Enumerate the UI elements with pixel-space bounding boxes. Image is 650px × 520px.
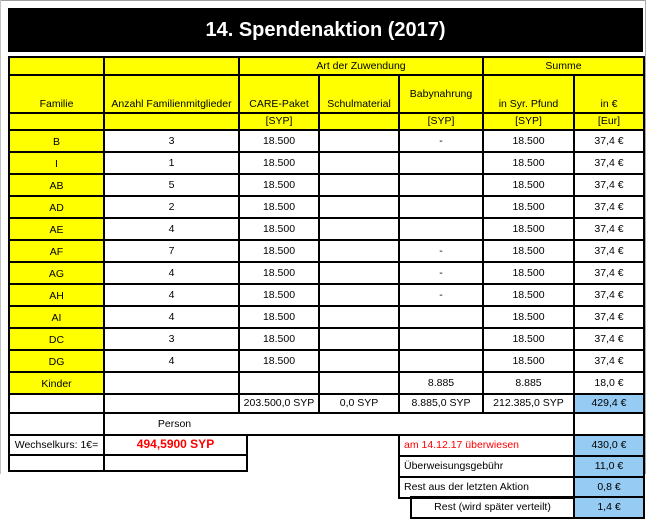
table-cell[interactable]: 18.500 [483, 196, 574, 218]
table-cell[interactable]: 2 [104, 196, 239, 218]
table-cell[interactable] [104, 394, 239, 413]
table-row [9, 196, 644, 218]
col-header-care-paket[interactable]: CARE-Paket [239, 75, 319, 113]
table-cell[interactable] [9, 394, 104, 413]
table-cell[interactable]: 37,4 € [574, 262, 644, 284]
transfer-value[interactable]: 430,0 € [574, 435, 644, 456]
table-cell[interactable]: 37,4 € [574, 240, 644, 262]
family-cell[interactable]: AG [9, 262, 104, 284]
table-row [9, 152, 644, 174]
table-cell[interactable]: 18.500 [483, 306, 574, 328]
table-cell[interactable]: 37,4 € [574, 306, 644, 328]
col-header-euro[interactable]: in € [574, 75, 644, 113]
total-syp[interactable]: 212.385,0 SYP [483, 394, 574, 413]
unit-cell[interactable] [9, 113, 104, 130]
table-row [9, 328, 644, 350]
table-cell[interactable] [104, 57, 239, 75]
table-cell[interactable] [319, 130, 399, 152]
totals-row [9, 394, 644, 413]
unit-cell[interactable]: [SYP] [239, 113, 319, 130]
family-cell[interactable]: DC [9, 328, 104, 350]
family-cell[interactable]: DG [9, 350, 104, 372]
family-cell[interactable]: AD [9, 196, 104, 218]
table-cell[interactable]: 4 [104, 306, 239, 328]
table-cell[interactable]: 7 [104, 240, 239, 262]
window-edge-left [0, 0, 1, 474]
unit-cell[interactable] [319, 113, 399, 130]
col-header-anzahl[interactable]: Anzahl Familienmitglieder [104, 75, 239, 113]
rest-prev-label[interactable]: Rest aus der letzten Aktion [399, 477, 574, 498]
table-cell[interactable] [399, 350, 483, 372]
fee-label[interactable]: Überweisungsgebühr [399, 456, 574, 477]
unit-cell[interactable] [104, 113, 239, 130]
header-group-summe[interactable]: Summe [483, 57, 644, 75]
table-cell[interactable]: 18.500 [483, 262, 574, 284]
table-cell[interactable] [574, 413, 644, 435]
family-cell[interactable]: AE [9, 218, 104, 240]
table-cell[interactable]: 18.500 [483, 284, 574, 306]
rest-later-value[interactable]: 1,4 € [574, 497, 644, 518]
table-cell[interactable]: - [399, 284, 483, 306]
table-cell[interactable]: 37,4 € [574, 130, 644, 152]
total-eur[interactable]: 429,4 € [574, 394, 644, 413]
table-cell[interactable]: 18.500 [239, 328, 319, 350]
total-schule[interactable]: 0,0 SYP [319, 394, 399, 413]
family-cell[interactable]: AH [9, 284, 104, 306]
window-edge-top [0, 0, 646, 1]
unit-row [9, 113, 644, 130]
family-cell[interactable]: B [9, 130, 104, 152]
family-cell[interactable]: Kinder [9, 372, 104, 394]
table-cell[interactable]: 18,0 € [574, 372, 644, 394]
table-row [9, 284, 644, 306]
table-cell[interactable]: 37,4 € [574, 328, 644, 350]
table-cell[interactable] [239, 372, 319, 394]
table-cell[interactable] [319, 196, 399, 218]
table-row [9, 306, 644, 328]
settlement-row [399, 435, 644, 456]
table-cell[interactable]: 37,4 € [574, 350, 644, 372]
col-header-syr-pfund[interactable]: in Syr. Pfund [483, 75, 574, 113]
table-cell[interactable] [319, 284, 399, 306]
table-cell[interactable]: 4 [104, 284, 239, 306]
table-cell[interactable]: 18.500 [483, 240, 574, 262]
table-cell[interactable]: 4 [104, 218, 239, 240]
table-cell[interactable] [399, 174, 483, 196]
table-cell[interactable]: - [399, 262, 483, 284]
table-cell[interactable]: 37,4 € [574, 196, 644, 218]
table-cell[interactable]: 37,4 € [574, 174, 644, 196]
table-row [9, 350, 644, 372]
table-cell[interactable]: 1 [104, 152, 239, 174]
table-cell[interactable] [319, 306, 399, 328]
total-baby[interactable]: 8.885,0 SYP [399, 394, 483, 413]
table-cell[interactable] [319, 240, 399, 262]
table-cell[interactable] [9, 57, 104, 75]
unit-cell[interactable]: [SYP] [399, 113, 483, 130]
table-cell[interactable] [104, 455, 247, 471]
table-cell[interactable]: 18.500 [239, 240, 319, 262]
table-row [9, 262, 644, 284]
table-cell[interactable]: 5 [104, 174, 239, 196]
table-row [9, 372, 644, 394]
table-cell[interactable]: 8.885 [483, 372, 574, 394]
table-cell[interactable]: 18.500 [483, 174, 574, 196]
table-cell[interactable] [9, 413, 104, 435]
table-cell[interactable] [319, 218, 399, 240]
table-cell[interactable]: 18.500 [239, 218, 319, 240]
table-cell[interactable]: 37,4 € [574, 284, 644, 306]
table-cell[interactable] [399, 306, 483, 328]
exchange-rate-value[interactable]: 494,5900 SYP [104, 435, 247, 455]
table-cell[interactable] [319, 328, 399, 350]
table-cell[interactable]: 18.500 [239, 350, 319, 372]
total-care[interactable]: 203.500,0 SYP [239, 394, 319, 413]
table-cell[interactable]: 3 [104, 130, 239, 152]
table-cell[interactable] [319, 350, 399, 372]
settlement-row [399, 456, 644, 477]
table-row [9, 174, 644, 196]
table-cell[interactable]: 18.500 [483, 130, 574, 152]
table-cell[interactable]: 18.500 [239, 130, 319, 152]
settlement-row [399, 477, 644, 498]
table-cell[interactable] [104, 372, 239, 394]
donation-table [8, 56, 645, 436]
settlement-row [411, 497, 644, 518]
window-edge-right [645, 0, 646, 474]
sheet-title: 14. Spendenaktion (2017) [8, 8, 643, 52]
person-label: Person [157, 417, 192, 430]
table-cell[interactable] [319, 372, 399, 394]
table-cell[interactable]: 18.500 [239, 284, 319, 306]
exchange-empty-row [9, 455, 247, 471]
settlement-box-last [410, 496, 645, 519]
table-cell[interactable]: 18.500 [239, 262, 319, 284]
table-cell[interactable]: 18.500 [483, 152, 574, 174]
table-cell[interactable] [399, 328, 483, 350]
family-cell[interactable]: I [9, 152, 104, 174]
settlement-box [398, 434, 645, 499]
table-cell[interactable]: 4 [104, 262, 239, 284]
table-cell[interactable]: 18.500 [483, 328, 574, 350]
table-cell[interactable] [319, 152, 399, 174]
table-cell[interactable]: 18.500 [239, 196, 319, 218]
person-row [9, 413, 644, 435]
table-row [9, 130, 644, 152]
col-header-babynahrung[interactable]: Babynahrung [399, 75, 483, 113]
col-header-familie[interactable]: Familie [9, 75, 104, 113]
table-row [9, 240, 644, 262]
unit-cell[interactable]: [SYP] [483, 113, 574, 130]
table-row [9, 218, 644, 240]
table-cell[interactable] [319, 174, 399, 196]
transfer-label[interactable]: am 14.12.17 überwiesen [399, 435, 574, 456]
table-cell[interactable]: 3 [104, 328, 239, 350]
table-cell[interactable] [9, 455, 104, 471]
table-cell[interactable]: - [399, 130, 483, 152]
table-cell[interactable] [319, 262, 399, 284]
rest-later-label[interactable]: Rest (wird später verteilt) [411, 497, 574, 518]
header-row [9, 75, 644, 113]
family-cell[interactable]: AI [9, 306, 104, 328]
table-cell[interactable] [399, 218, 483, 240]
table-cell[interactable] [399, 152, 483, 174]
header-group-art[interactable]: Art der Zuwendung [239, 57, 483, 75]
table-cell[interactable]: 18.500 [483, 218, 574, 240]
table-cell[interactable]: 37,4 € [574, 152, 644, 174]
table-cell[interactable]: 18.500 [239, 152, 319, 174]
exchange-rate-row [9, 435, 247, 455]
table-cell[interactable]: 18.500 [239, 306, 319, 328]
exchange-rate-box [8, 434, 248, 472]
family-cell[interactable]: AF [9, 240, 104, 262]
table-cell[interactable]: - [399, 240, 483, 262]
col-header-schulmaterial[interactable]: Schulmaterial [319, 75, 399, 113]
table-cell[interactable] [399, 196, 483, 218]
fee-value[interactable]: 11,0 € [574, 456, 644, 477]
unit-cell[interactable]: [Eur] [574, 113, 644, 130]
table-cell[interactable]: 18.500 [239, 174, 319, 196]
table-cell[interactable]: 37,4 € [574, 218, 644, 240]
rest-prev-value[interactable]: 0,8 € [574, 477, 644, 498]
table-cell[interactable]: 18.500 [483, 350, 574, 372]
exchange-rate-label[interactable]: Wechselkurs: 1€= [9, 435, 104, 455]
header-group-row [9, 57, 644, 75]
table-cell[interactable]: 4 [104, 350, 239, 372]
person-label-cell[interactable] [104, 413, 574, 435]
family-cell[interactable]: AB [9, 174, 104, 196]
table-cell[interactable]: 8.885 [399, 372, 483, 394]
